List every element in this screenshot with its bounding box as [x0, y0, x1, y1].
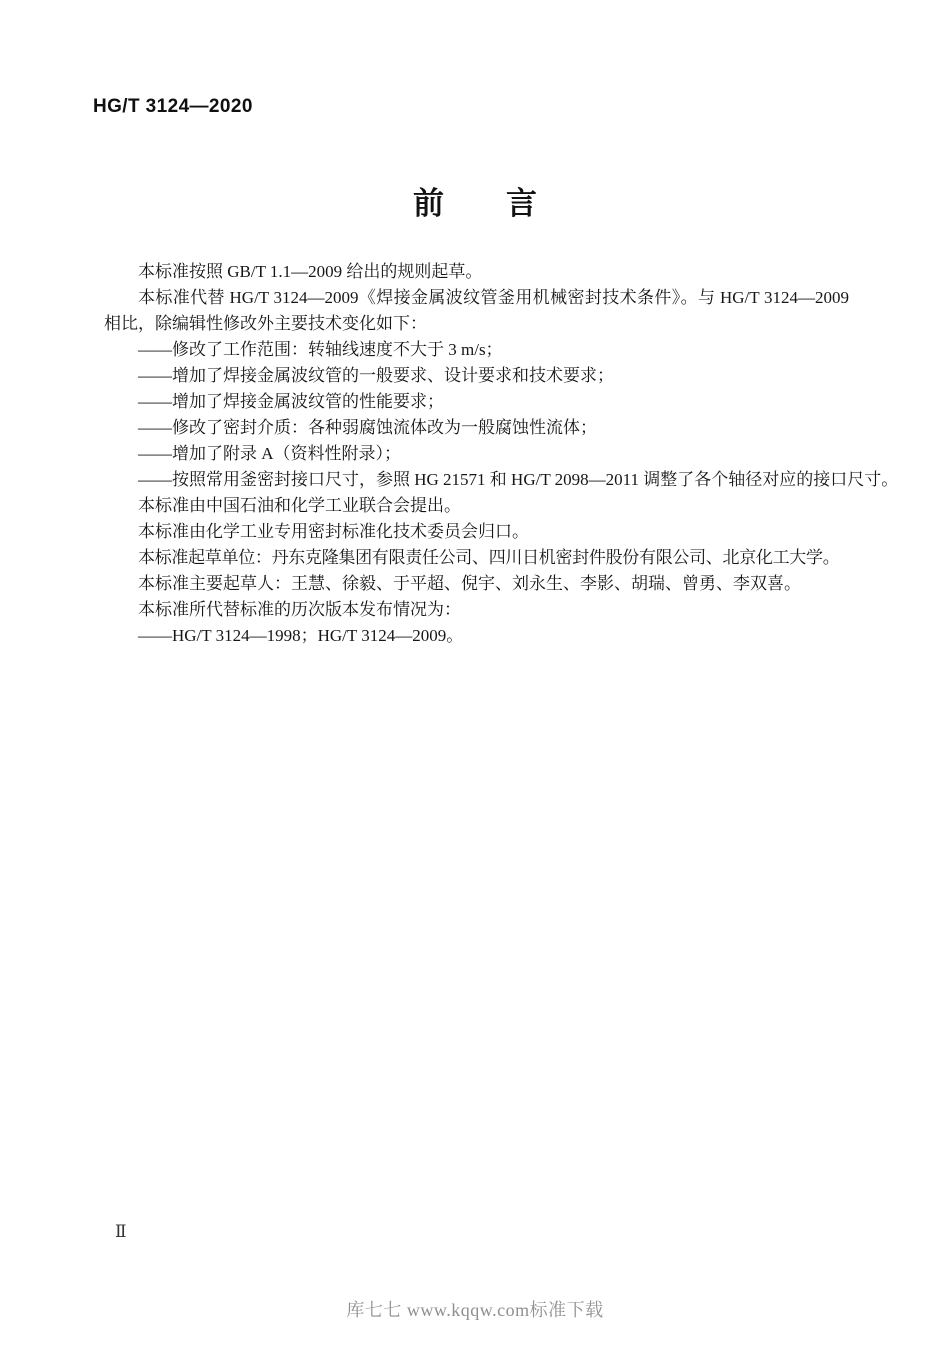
previous-editions-item: ——HG/T 3124—1998；HG/T 3124—2009。 [138, 626, 464, 645]
foreword-paragraph: 本标准起草单位：丹东克隆集团有限责任公司、四川日机密封件股份有限公司、北京化工大学。 [138, 548, 840, 567]
foreword-paragraph: 本标准由化学工业专用密封标准化技术委员会归口。 [138, 522, 529, 541]
foreword-paragraph: 本标准由中国石油和化学工业联合会提出。 [138, 496, 461, 515]
foreword-paragraph: 本标准按照 GB/T 1.1—2009 给出的规则起草。 [138, 262, 483, 281]
change-list-item: ——按照常用釜密封接口尺寸，参照 HG 21571 和 HG/T 2098—2011 调整了各个轴径对应的接口尺寸。 [138, 470, 899, 489]
foreword-paragraph: 本标准代替 HG/T 3124—2009《焊接金属波纹管釜用机械密封技术条件》。与 HG/T 3124—2009 相比，除编辑性修改外主要技术变化如下： [104, 288, 849, 333]
change-list-item: ——增加了附录 A（资料性附录）； [138, 444, 402, 463]
page-number: Ⅱ [115, 1222, 127, 1241]
change-list-item: ——增加了焊接金属波纹管的性能要求； [138, 392, 444, 411]
foreword-body [104, 259, 899, 649]
standard-number-header: HG/T 3124—2020 [93, 96, 253, 117]
download-site-watermark: 库七七 www.kqqw.com标准下载 [346, 1300, 604, 1320]
change-list-item: ——修改了工作范围：转轴线速度不大于 3 m/s； [138, 340, 503, 359]
foreword-title: 前 言 [413, 186, 537, 221]
foreword-paragraph: 本标准主要起草人：王慧、徐毅、于平超、倪宇、刘永生、李影、胡瑞、曾勇、李双喜。 [138, 574, 801, 593]
change-list-item: ——增加了焊接金属波纹管的一般要求、设计要求和技术要求； [138, 366, 614, 385]
foreword-paragraph: 本标准所代替标准的历次版本发布情况为： [138, 600, 461, 619]
change-list-item: ——修改了密封介质：各种弱腐蚀流体改为一般腐蚀性流体； [138, 418, 597, 437]
